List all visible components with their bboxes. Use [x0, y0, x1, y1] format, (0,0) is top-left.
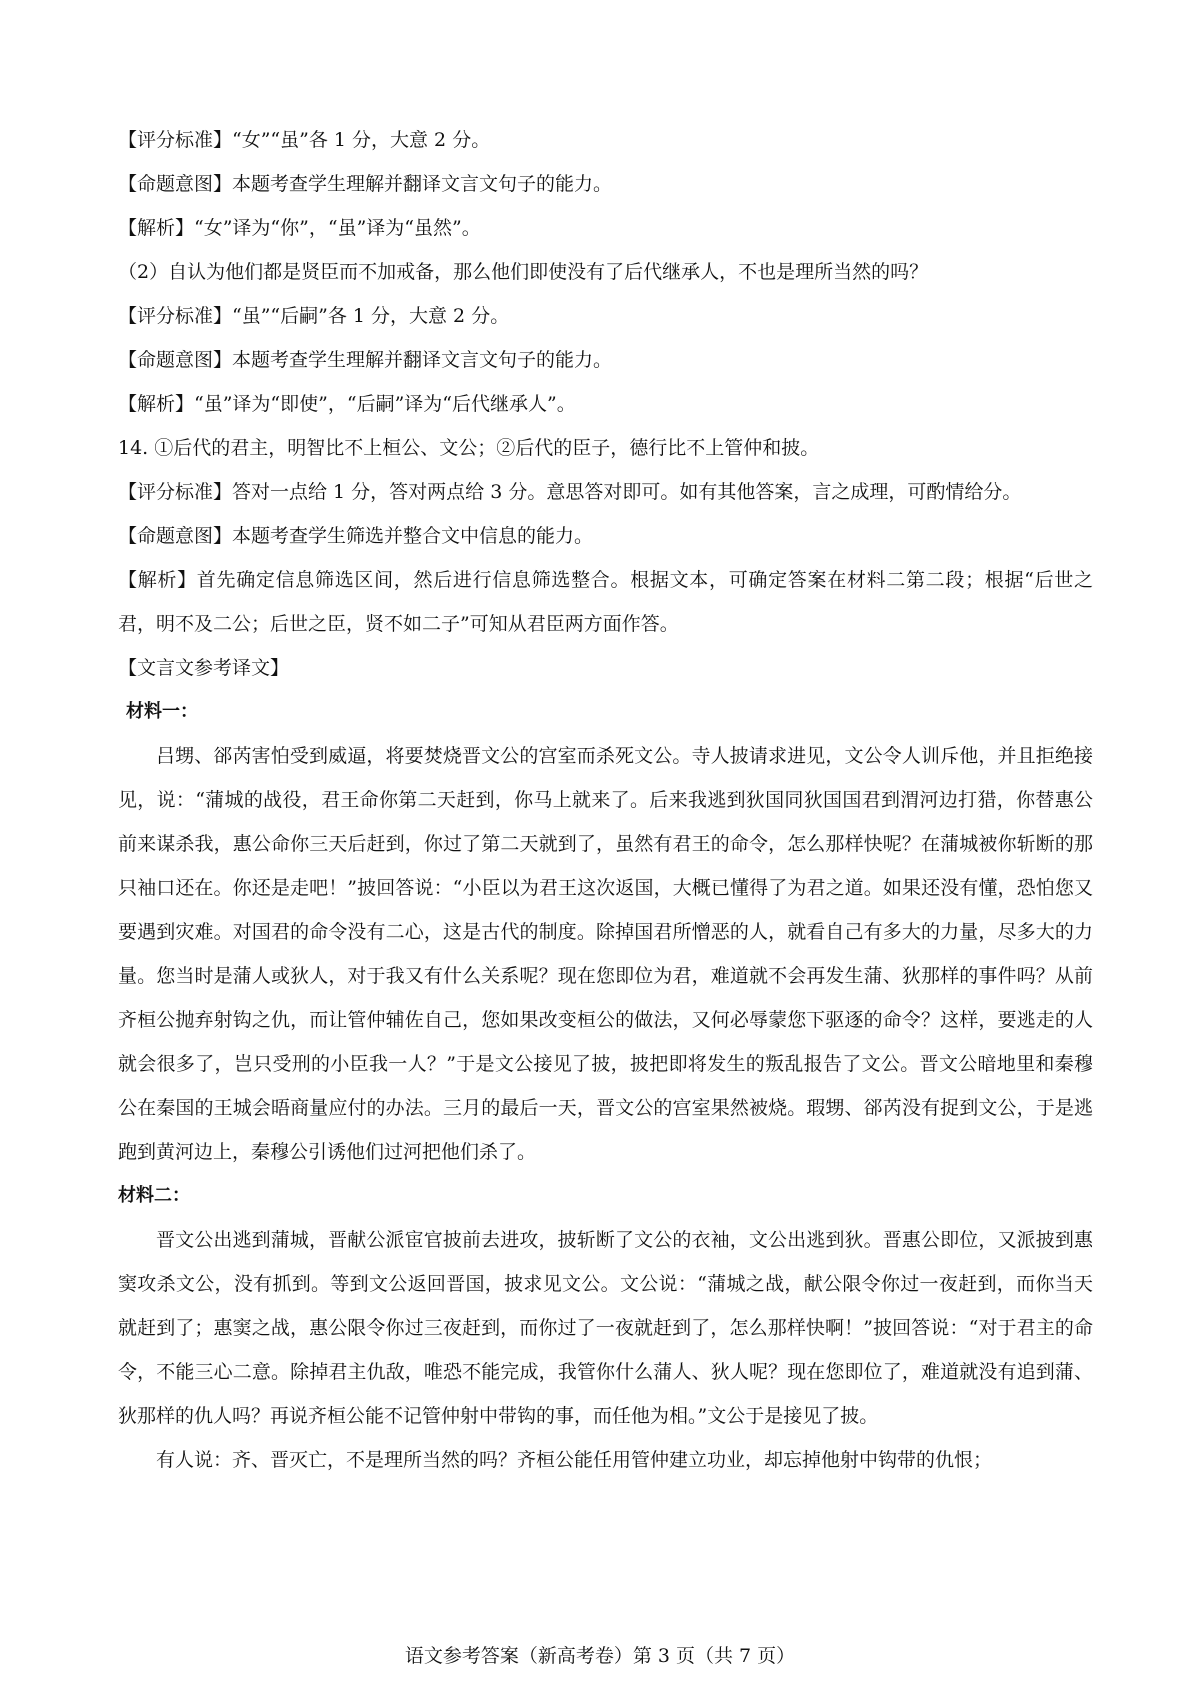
material-1-heading: 材料一： [126, 701, 198, 722]
material-2-translation: 晋文公出逃到蒲城，晋献公派宦官披前去进攻，披斩断了文公的衣袖，文公出逃到狄。晋惠公即位，又派披到惠窦攻杀文公，没有抓到。等到文公返回晋国，披求见文公。文公说：“蒲城之战，献公限令你过一夜赶到，而你当天就赶到了；惠窦之战，惠公限令你过三夜赶到，而你过了一夜就赶到了，怎么那样快啊！”披回答说：“对于君主的命令，不能三心二意。除掉君主仇敌，唯恐不能完成，我管你什么蒲人、狄人呢？现在您即位了，难道就没有追到蒲、狄那样的仇人吗？再说齐桓公能不记管仲射中带钩的事，而任他为相。”文公于是接见了披。 [118, 1229, 1093, 1427]
material-2-heading: 材料二： [118, 1185, 190, 1206]
analysis-1: 【解析】“女”译为“你”，“虽”译为“虽然”。 [118, 217, 481, 239]
scoring-standard-3: 【评分标准】答对一点给 1 分，答对两点给 3 分。意思答对即可。如有其他答案，言之成理，可酌情给分。 [118, 481, 1022, 503]
question-intent-2: 【命题意图】本题考查学生理解并翻译文言文句子的能力。 [118, 349, 613, 371]
question-intent-1: 【命题意图】本题考查学生理解并翻译文言文句子的能力。 [118, 173, 613, 195]
answer-13-2: （2）自认为他们都是贤臣而不加戒备，那么他们即使没有了后代继承人，不也是理所当然的吗？ [118, 261, 929, 283]
page-footer: 语文参考答案（新高考卷）第 3 页（共 7 页） [404, 1645, 796, 1667]
scoring-standard-2: 【评分标准】“虽”“后嗣”各 1 分，大意 2 分。 [118, 305, 510, 327]
material-2-translation-continued: 有人说：齐、晋灭亡，不是理所当然的吗？齐桓公能任用管仲建立功业，却忘掉他射中钩带的仇恨； [156, 1449, 993, 1471]
analysis-3: 【解析】首先确定信息筛选区间，然后进行信息筛选整合。根据文本，可确定答案在材料二第二段；根据“后世之君，明不及二公；后世之臣，贤不如二子”可知从君臣两方面作答。 [118, 569, 1093, 635]
translation-heading: 【文言文参考译文】 [118, 657, 290, 679]
question-intent-3: 【命题意图】本题考查学生筛选并整合文中信息的能力。 [118, 525, 594, 547]
material-1-translation: 吕甥、郤芮害怕受到威逼，将要焚烧晋文公的宫室而杀死文公。寺人披请求进见，文公令人训斥他，并且拒绝接见，说：“蒲城的战役，君王命你第二天赶到，你马上就来了。后来我逃到狄国同狄国国君到渭河边打猎，你替惠公前来谋杀我，惠公命你三天后赶到，你过了第二天就到了，虽然有君王的命令，怎么那样快呢？在蒲城被你斩断的那只袖口还在。你还是走吧！”披回答说：“小臣以为君王这次返国，大概已懂得了为君之道。如果还没有懂，恐怕您又要遇到灾难。对国君的命令没有二心，这是古代的制度。除掉国君所憎恶的人，就看自己有多大的力量，尽多大的力量。您当时是蒲人或狄人，对于我又有什么关系呢？现在您即位为君，难道就不会再发生蒲、狄那样的事件吗？从前齐桓公抛弃射钩之仇，而让管仲辅佐自己，您如果改变桓公的做法，又何必辱蒙您下驱逐的命令？这样，要逃走的人就会很多了，岂只受刑的小臣我一人？”于是文公接见了披，披把即将发生的叛乱报告了文公。晋文公暗地里和秦穆公在秦国的王城会晤商量应付的办法。三月的最后一天，晋文公的宫室果然被烧。瑕甥、郤芮没有捉到文公，于是逃跑到黄河边上，秦穆公引诱他们过河把他们杀了。 [118, 745, 1093, 1163]
page-content [118, 118, 1093, 1482]
analysis-2: 【解析】“虽”译为“即使”，“后嗣”译为“后代继承人”。 [118, 393, 576, 415]
scoring-standard-1: 【评分标准】“女”“虽”各 1 分，大意 2 分。 [118, 129, 491, 151]
answer-14: 14. ①后代的君主，明智比不上桓公、文公；②后代的臣子，德行比不上管仲和披。 [118, 437, 820, 459]
